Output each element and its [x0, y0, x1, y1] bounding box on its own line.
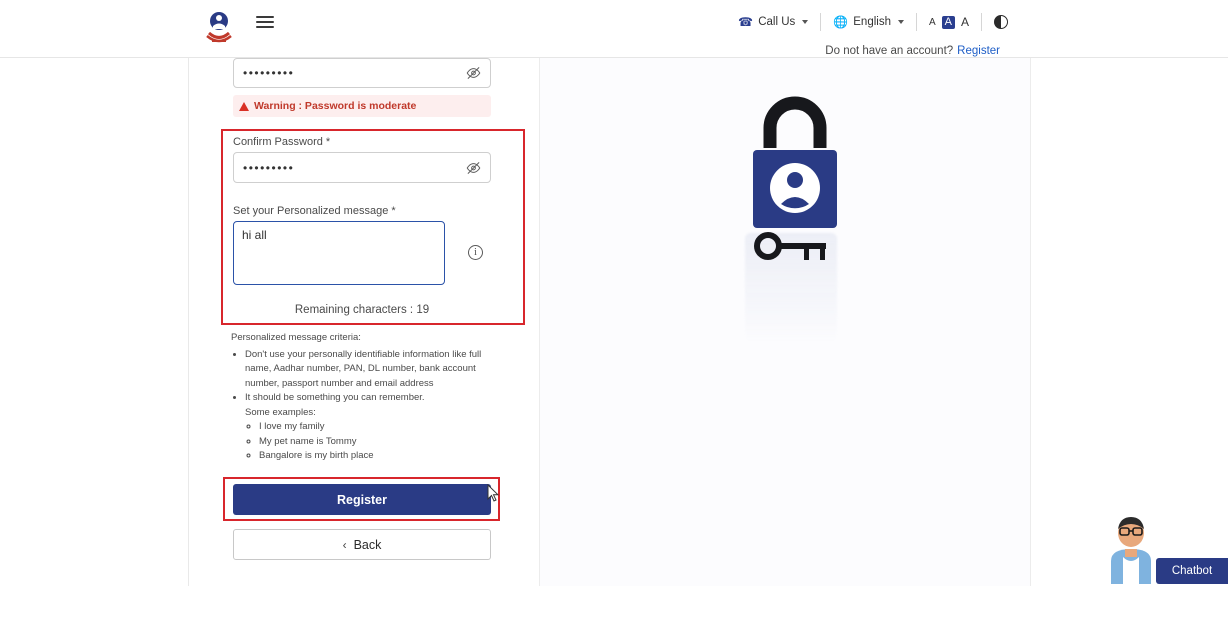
- contrast-icon: [994, 15, 1008, 29]
- chatbot-label[interactable]: Chatbot: [1156, 558, 1228, 584]
- chatbot-avatar-icon: [1103, 513, 1159, 584]
- criteria-list: [231, 348, 506, 406]
- font-size-large-button[interactable]: A: [960, 15, 969, 29]
- personalized-message-criteria: [231, 331, 506, 464]
- language-selector[interactable]: [821, 15, 916, 29]
- examples-list: [231, 420, 506, 464]
- remaining-characters-label: Remaining characters : 19: [294, 304, 430, 316]
- account-prompt: [825, 45, 1000, 57]
- confirm-password-label: Confirm Password *: [233, 136, 331, 148]
- password-input[interactable]: [233, 58, 491, 88]
- warning-triangle-icon: [239, 102, 249, 111]
- register-button[interactable]: Register: [233, 484, 491, 515]
- personalized-message-label: Set your Personalized message *: [233, 205, 396, 217]
- chevron-down-icon: [898, 20, 904, 24]
- criteria-item: • Don't use your personally identifiable information like full name, Aadhar number, PAN, DL number, bank account number, passport number and email address: [245, 348, 506, 392]
- example-item: ◦ I love my family: [259, 420, 506, 435]
- hamburger-menu[interactable]: [256, 14, 274, 30]
- call-us-label: Call Us: [758, 16, 796, 28]
- example-item: ◦ Bangalore is my birth place: [259, 449, 506, 464]
- hamburger-bar: [256, 16, 274, 18]
- chevron-down-icon: [802, 20, 808, 24]
- password-input-wrap: [233, 58, 491, 88]
- register-link[interactable]: Register: [957, 45, 1000, 57]
- confirm-password-input[interactable]: [233, 152, 491, 183]
- examples-label: Some examples:: [245, 406, 316, 418]
- password-warning-text: Warning : Password is moderate: [254, 100, 417, 112]
- phone-icon: ☎: [738, 15, 754, 29]
- confirm-password-field: [233, 136, 491, 183]
- back-button[interactable]: [233, 529, 491, 560]
- hamburger-bar: [256, 21, 274, 23]
- font-size-small-button[interactable]: A: [928, 16, 936, 28]
- back-button-label: Back: [353, 537, 382, 552]
- site-header: [0, 0, 1228, 58]
- toggle-password-visibility-icon[interactable]: [466, 66, 481, 81]
- personalized-message-field: [233, 205, 491, 290]
- personalized-message-input-wrap: [233, 221, 478, 290]
- contrast-toggle[interactable]: [982, 15, 1020, 29]
- criteria-title: Personalized message criteria:: [231, 332, 361, 343]
- right-rail: [1030, 58, 1228, 586]
- header-utility-row: [726, 13, 1020, 31]
- toggle-confirm-password-visibility-icon[interactable]: [466, 160, 481, 175]
- personalized-message-textarea[interactable]: [233, 221, 445, 285]
- bottom-strip: [0, 586, 1228, 633]
- hamburger-bar: [256, 26, 274, 28]
- illustration-column: [540, 58, 1030, 586]
- password-warning: [233, 95, 491, 117]
- emblem-logo[interactable]: [203, 8, 235, 44]
- criteria-item: • It should be something you can remember.: [245, 391, 506, 406]
- call-us-button[interactable]: [726, 15, 820, 29]
- left-rail: [0, 58, 189, 586]
- password-field-row: [233, 58, 491, 86]
- font-size-medium-button[interactable]: A: [942, 16, 955, 29]
- chevron-left-icon: ‹: [342, 537, 347, 552]
- chatbot-widget[interactable]: [1103, 513, 1228, 586]
- example-item: ◦ My pet name is Tommy: [259, 435, 506, 450]
- language-label: English: [853, 16, 891, 28]
- info-icon[interactable]: i: [468, 245, 483, 260]
- globe-icon: 🌐: [833, 15, 849, 29]
- confirm-password-input-wrap: [233, 152, 491, 183]
- no-account-text: Do not have an account?: [825, 45, 954, 57]
- font-size-controls: [917, 15, 981, 29]
- lock-illustration: [740, 88, 850, 278]
